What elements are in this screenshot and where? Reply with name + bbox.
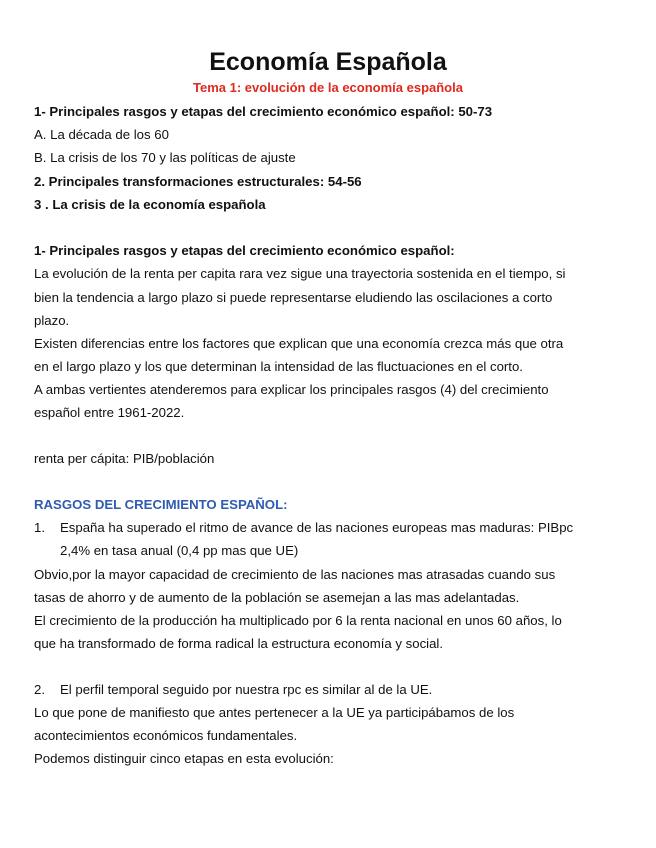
list-item-2 <box>34 682 432 698</box>
list-number: 1. <box>34 520 45 535</box>
document-subtitle: Tema 1: evolución de la economía española <box>193 80 463 95</box>
paragraph-line: Obvio,por la mayor capacidad de crecimiento de las naciones mas atrasadas cuando sus <box>34 567 556 582</box>
index-item-2: 2. Principales transformaciones estructurales: 54-56 <box>34 174 362 189</box>
paragraph-line: acontecimientos económicos fundamentales. <box>34 728 298 743</box>
paragraph-line: en el largo plazo y los que determinan la intensidad de las fluctuaciones en el corto. <box>34 359 523 374</box>
paragraph-line: Lo que pone de manifiesto que antes pertenecer a la UE ya participábamos de los <box>34 705 515 720</box>
list-item-text: El perfil temporal seguido por nuestra rpc es similar al de la UE. <box>60 682 433 697</box>
list-item-1 <box>34 520 573 536</box>
list-number: 2. <box>34 682 45 697</box>
index-item-1b: B. La crisis de los 70 y las políticas de ajuste <box>34 150 296 165</box>
paragraph-line: El crecimiento de la producción ha multiplicado por 6 la renta nacional en unos 60 años, lo <box>34 613 562 628</box>
index-item-3: 3 . La crisis de la economía española <box>34 197 266 212</box>
paragraph-line: A ambas vertientes atenderemos para explicar los principales rasgos (4) del crecimiento <box>34 382 549 397</box>
index-item-1: 1- Principales rasgos y etapas del crecimiento económico español: 50-73 <box>34 104 493 119</box>
list-item-1-continuation: 2,4% en tasa anual (0,4 pp mas que UE) <box>60 543 299 558</box>
paragraph-line: bien la tendencia a largo plazo si puede representarse eludiendo las oscilaciones a corto <box>34 290 553 305</box>
document-title: Economía Española <box>209 48 447 76</box>
section-1-heading: 1- Principales rasgos y etapas del crecimiento económico español: <box>34 243 455 258</box>
paragraph-line: Existen diferencias entre los factores que explican que una economía crezca más que otra <box>34 336 564 351</box>
paragraph-line: Podemos distinguir cinco etapas en esta evolución: <box>34 751 334 766</box>
renta-note: renta per cápita: PIB/población <box>34 451 215 466</box>
paragraph-line: tasas de ahorro y de aumento de la población se asemejan a las mas adelantadas. <box>34 590 520 605</box>
rasgos-heading: RASGOS DEL CRECIMIENTO ESPAÑOL: <box>34 497 288 512</box>
paragraph-line: que ha transformado de forma radical la estructura economía y social. <box>34 636 444 651</box>
paragraph-line: La evolución de la renta per capita rara vez sigue una trayectoria sostenida en el tiempo, si <box>34 266 566 281</box>
index-item-1a: A. La década de los 60 <box>34 127 169 142</box>
list-item-text: España ha superado el ritmo de avance de las naciones europeas mas maduras: PIBpc <box>60 520 574 535</box>
paragraph-line: plazo. <box>34 313 70 328</box>
paragraph-line: español entre 1961-2022. <box>34 405 185 420</box>
